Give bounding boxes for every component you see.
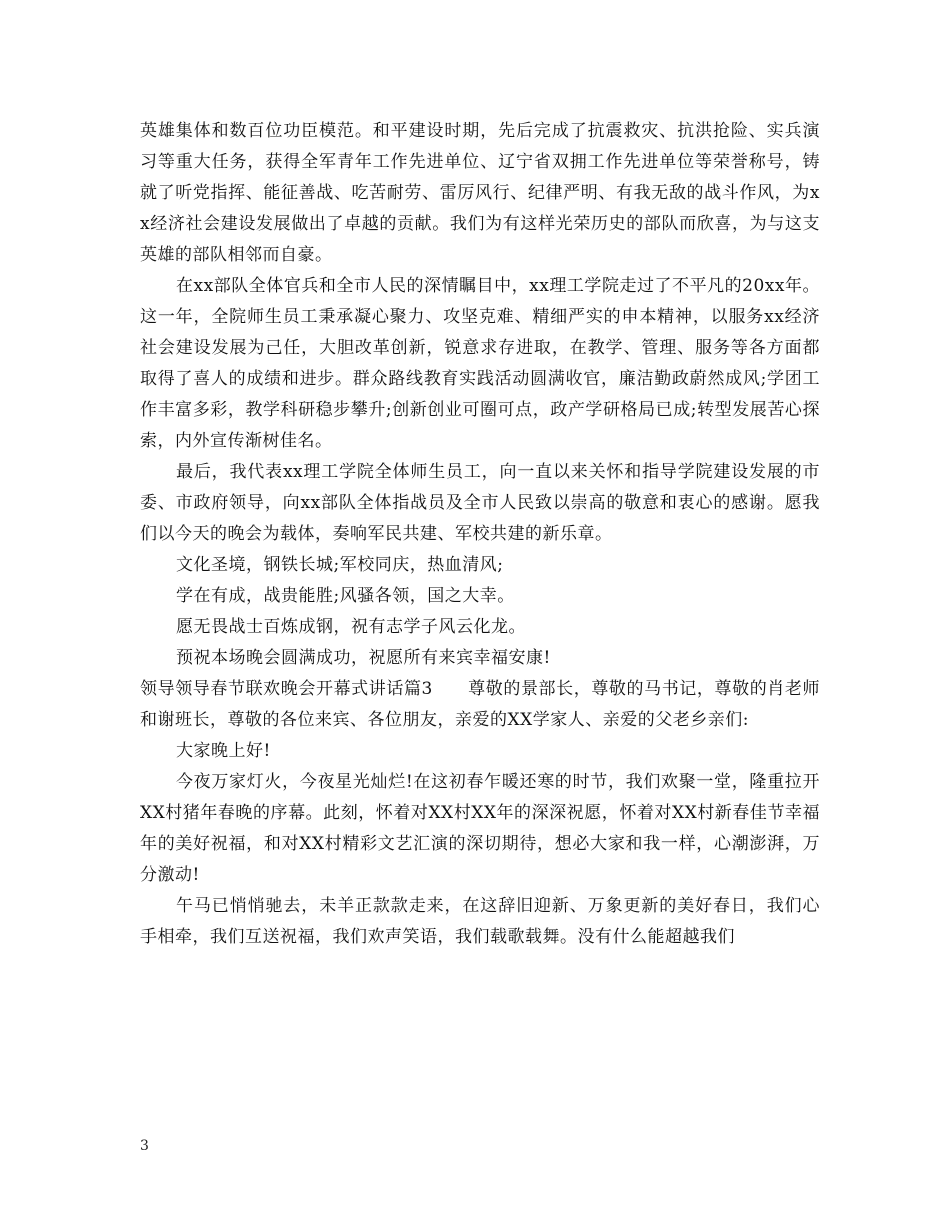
paragraph-6: 愿无畏战士百炼成钢，祝有志学子风云化龙。: [176, 617, 526, 637]
paragraph-4: 文化圣境，钢铁长城;军校同庆，热血清风;: [176, 555, 504, 575]
paragraph-9: 大家晚上好!: [176, 741, 271, 761]
paragraph-2: 在xx部队全体官兵和全市人民的深情瞩目中，xx理工学院走过了不平凡的20xx年。这一年，全院师生员工秉承凝心聚力、攻坚克难、精细严实的申本精神，以服务xx经济社会建设发展为己任，大胆改革创新，锐意求存进取，在教学、管理、服务等各方面都取得了喜人的成绩和进步。群众路线教育实践活动圆满收官，廉洁勤政蔚然成风;学团工作丰富多彩，教学科研稳步攀升;创新创业可圈可点，政产学研格局已成;转型发展苦心探索，内外宣传渐树佳名。: [140, 276, 820, 451]
speech-heading-paragraph: 领导领导春节联欢晚会开幕式讲话篇3 尊敬的景部长，尊敬的马书记，尊敬的肖老师和谢班长，尊敬的各位来宾、各位朋友，亲爱的XX学家人、亲爱的父老乡亲们:: [140, 679, 820, 730]
paragraph-11: 午马已悄悄驰去，未羊正款款走来，在这辞旧迎新、万象更新的美好春日，我们心手相牵，我们互送祝福，我们欢声笑语，我们载歌载舞。没有什么能超越我们: [140, 896, 820, 947]
paragraph-1: 英雄集体和数百位功臣模范。和平建设时期，先后完成了抗震救灾、抗洪抢险、实兵演习等重大任务，获得全军青年工作先进单位、辽宁省双拥工作先进单位等荣誉称号，铸就了听党指挥、能征善战、吃苦耐劳、雷厉风行、纪律严明、有我无敌的战斗作风，为xx经济社会建设发展做出了卓越的贡献。我们为有这样光荣历史的部队而欣喜，为与这支英雄的部队相邻而自豪。: [140, 121, 820, 265]
page-number: 3: [140, 1138, 149, 1154]
paragraph-7: 预祝本场晚会圆满成功，祝愿所有来宾幸福安康!: [176, 648, 551, 668]
paragraph-10: 今夜万家灯火，今夜星光灿烂!在这初春乍暖还寒的时节，我们欢聚一堂，隆重拉开XX村猪年春晚的序幕。此刻，怀着对XX村XX年的深深祝愿，怀着对XX村新春佳节幸福年的美好祝福，和对XX村精彩文艺汇演的深切期待，想必大家和我一样，心潮澎湃，万分激动!: [140, 772, 820, 885]
paragraph-5: 学在有成，战贵能胜;风骚各领，国之大幸。: [176, 586, 515, 606]
document-body: [140, 116, 820, 953]
paragraph-3: 最后，我代表xx理工学院全体师生员工，向一直以来关怀和指导学院建设发展的市委、市政府领导，向xx部队全体指战员及全市人民致以崇高的敬意和衷心的感谢。愿我们以今天的晚会为载体，奏响军民共建、军校共建的新乐章。: [140, 462, 820, 544]
